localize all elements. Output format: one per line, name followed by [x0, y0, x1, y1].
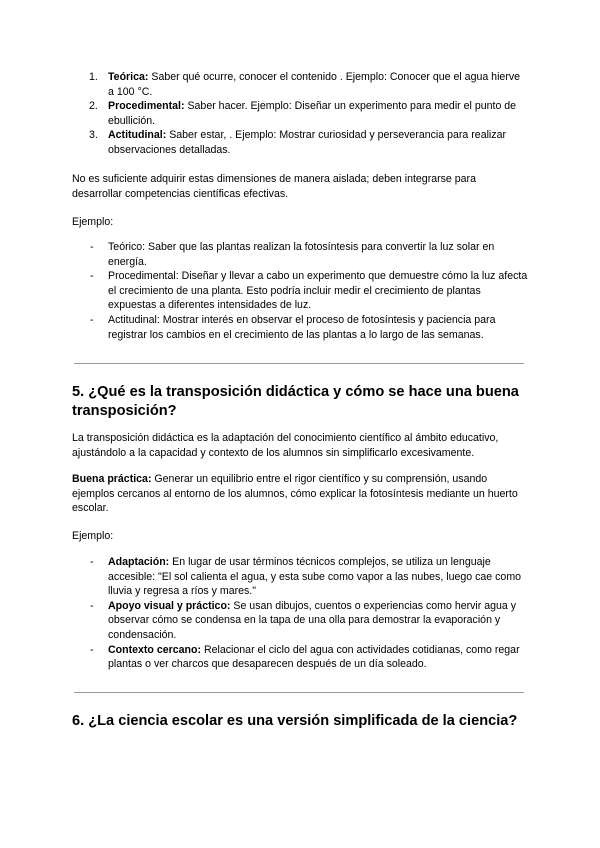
- dash-bullet: -: [90, 313, 94, 326]
- list-item: [72, 128, 528, 157]
- dash-bullet: -: [90, 556, 94, 568]
- list-item: [72, 269, 528, 313]
- list-number: 1.: [89, 71, 98, 83]
- item-text: Relacionar el ciclo del agua con actividades cotidianas, como regar plantas o ver charcos que desaparecen después de un día soleado.: [108, 643, 520, 671]
- item-label: Teórica:: [108, 71, 149, 83]
- dash-bullet: -: [90, 270, 94, 283]
- item-label: Procedimental:: [108, 100, 185, 113]
- list-item: [72, 599, 528, 643]
- section-divider: [74, 363, 524, 364]
- example-label: Ejemplo:: [72, 216, 114, 228]
- dash-bullet: -: [90, 643, 94, 656]
- item-label: Actitudinal:: [108, 129, 167, 142]
- example-label: Ejemplo:: [72, 530, 114, 542]
- section-divider: [74, 692, 524, 693]
- list-number: 3.: [89, 129, 98, 142]
- section-6-heading: 6. ¿La ciencia escolar es una versión simplificada de la ciencia?: [72, 713, 518, 729]
- item-text: Procedimental: Diseñar y llevar a cabo un experimento que demuestre cómo la luz afecta el crecimiento de una planta. Esto podría incluir medir el crecimiento de plantas expuestas a diferentes intensidades de luz.: [108, 270, 528, 312]
- list-item: [72, 240, 528, 269]
- item-text: Saber qué ocurre, conocer el contenido . Ejemplo: Conocer que el agua hierve a 100 °C.: [108, 71, 521, 98]
- item-text: Teórico: Saber que las plantas realizan la fotosíntesis para convertir la luz solar en energía.: [108, 241, 495, 268]
- dash-bullet: -: [90, 241, 94, 253]
- definition-paragraph: La transposición didáctica es la adaptación del conocimiento científico al ámbito educativo, ajustándolo a la capacidad y contexto de los alumnos sin simplificarlo excesivamente.: [72, 432, 499, 459]
- item-text: Saber estar, . Ejemplo: Mostrar curiosidad y perseverancia para realizar observaciones detalladas.: [108, 129, 507, 156]
- integration-paragraph: No es suficiente adquirir estas dimensiones de manera aislada; deben integrarse para desarrollar competencias científicas efectivas.: [72, 173, 476, 200]
- item-label: Adaptación:: [108, 556, 170, 568]
- good-practice-text: Generar un equilibrio entre el rigor científico y su comprensión, usando ejemplos cercanos al entorno de los alumnos, cómo explicar la fotosíntesis mediante un huerto escolar.: [72, 473, 518, 515]
- dimensions-list: [72, 70, 528, 158]
- transposition-examples-list: [72, 555, 528, 672]
- item-label: Contexto cercano:: [108, 643, 202, 656]
- item-text: Actitudinal: Mostrar interés en observar el proceso de fotosíntesis y paciencia para registrar los cambios en el crecimiento de las plantas a lo largo de las semanas.: [108, 313, 496, 341]
- item-label: Apoyo visual y práctico:: [108, 599, 231, 612]
- list-item: [72, 555, 528, 599]
- dash-bullet: -: [90, 599, 94, 612]
- item-text: Saber hacer. Ejemplo: Diseñar un experimento para medir el punto de ebullición.: [108, 100, 517, 127]
- item-text: Se usan dibujos, cuentos o experiencias como hervir agua y observar cómo se condensa en la tapa de una olla para demostrar la evaporación y condensación.: [108, 599, 517, 641]
- list-item: [72, 643, 528, 672]
- list-number: 2.: [89, 100, 98, 113]
- item-text: En lugar de usar términos técnicos complejos, se utiliza un lenguaje accesible: "El sol calienta el agua, y esta sube como vapor a las nubes, luego cae como lluvia y regresa a ríos y mares.": [108, 556, 522, 598]
- examples-list: [72, 240, 528, 342]
- list-item: [72, 99, 528, 128]
- good-practice-label: Buena práctica:: [72, 473, 152, 485]
- section-5-heading: 5. ¿Qué es la transposición didáctica y cómo se hace una buena transposición?: [72, 384, 519, 419]
- list-item: [72, 313, 528, 342]
- list-item: [72, 70, 528, 99]
- good-practice-paragraph: [72, 472, 528, 516]
